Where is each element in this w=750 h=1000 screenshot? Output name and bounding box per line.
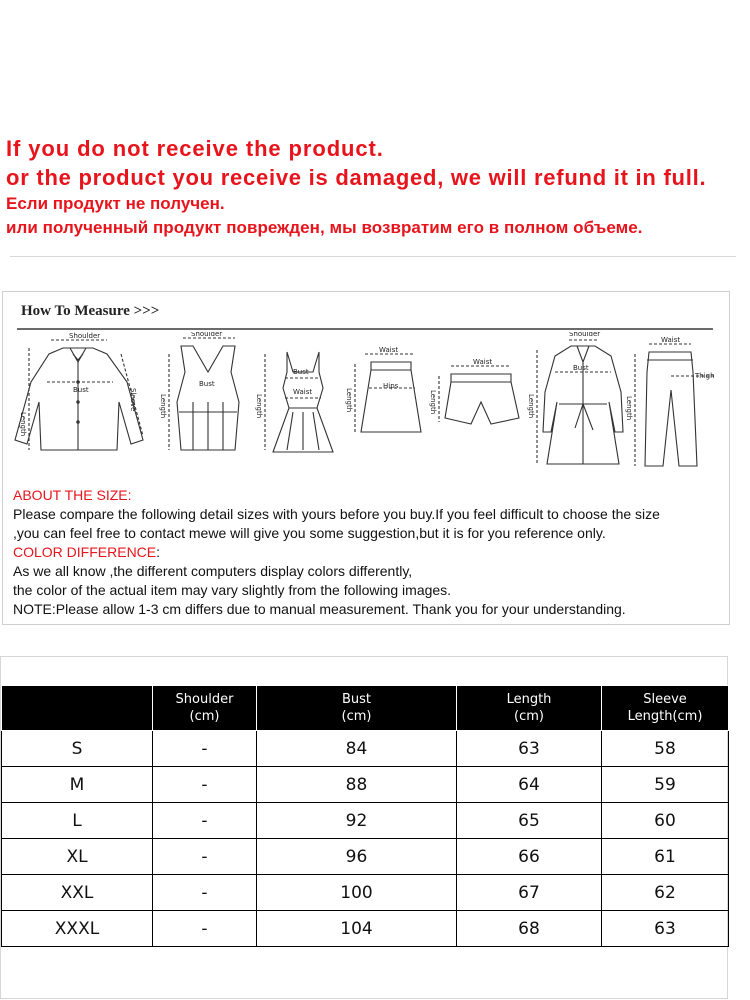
measurement-note: NOTE:Please allow 1-3 cm differs due to manual measurement. Thank you for your understanding.: [13, 601, 626, 617]
notice-line-2: or the product you receive is damaged, we will refund it in full.: [6, 165, 707, 190]
about-size-line-2: ,you can feel free to contact mewe will give you some suggestion,but it is for you reference only.: [13, 525, 606, 541]
length-cell: 68: [457, 911, 602, 947]
label-waist: Waist: [661, 336, 681, 344]
notice-line-4: или полученный продукт поврежден, мы возвратим его в полном объеме.: [6, 218, 643, 237]
shoulder-cell: -: [153, 803, 257, 839]
label-bust: Bust: [199, 380, 215, 388]
length-cell: 63: [457, 731, 602, 767]
color-difference-title: COLOR DIFFERENCE: [13, 544, 157, 560]
how-to-measure-title: How To Measure >>>: [21, 303, 160, 319]
header-size: [2, 686, 153, 731]
color-difference-colon: :: [156, 544, 161, 560]
table-row: [2, 875, 729, 911]
label-bust: Bust: [73, 386, 89, 394]
label-hips: Hips: [383, 382, 399, 390]
coat-diagram-icon: [537, 340, 623, 464]
bust-cell: 104: [257, 911, 457, 947]
label-length: Length: [625, 396, 633, 421]
bust-cell: 84: [257, 731, 457, 767]
label-shoulder: Shoulder: [569, 332, 601, 338]
header-length-unit: (cm): [514, 709, 544, 724]
bust-cell: 88: [257, 767, 457, 803]
length-cell: 66: [457, 839, 602, 875]
size-cell: M: [2, 767, 153, 803]
refund-notice: [0, 132, 750, 242]
measure-diagrams: [3, 332, 729, 480]
title-underline: [17, 328, 713, 330]
sleeve-cell: 59: [602, 767, 729, 803]
size-cell: L: [2, 803, 153, 839]
size-cell: XXXL: [2, 911, 153, 947]
shorts-diagram-icon: [439, 366, 519, 424]
label-waist: Waist: [473, 358, 493, 366]
color-difference-line-1: As we all know ,the different computers display colors differently,: [13, 563, 413, 579]
shirt-diagram-icon: [15, 340, 143, 450]
skirt-diagram-icon: [355, 354, 421, 432]
sleeve-cell: 58: [602, 731, 729, 767]
color-difference-heading: [13, 543, 160, 562]
table-row: [2, 767, 729, 803]
length-cell: 67: [457, 875, 602, 911]
header-sleeve-length: [602, 686, 729, 731]
pants-diagram-icon: [635, 344, 715, 466]
sleeve-cell: 62: [602, 875, 729, 911]
label-thigh: Thigh: [695, 372, 715, 380]
how-to-measure-panel: [2, 291, 730, 625]
shoulder-cell: -: [153, 911, 257, 947]
label-length: Length: [527, 394, 535, 419]
about-size-line-1: Please compare the following detail sizes with yours before you buy.If you feel difficult to choose the size: [13, 506, 660, 522]
table-row: [2, 803, 729, 839]
header-length: [457, 686, 602, 731]
bust-cell: 96: [257, 839, 457, 875]
label-bust: Bust: [293, 368, 309, 376]
table-row: [2, 731, 729, 767]
table-row: [2, 839, 729, 875]
size-cell: XXL: [2, 875, 153, 911]
dress-diagram-icon: [265, 352, 333, 452]
shoulder-cell: -: [153, 731, 257, 767]
divider: [10, 256, 736, 257]
label-shoulder: Shoulder: [69, 332, 101, 340]
table-row: [2, 911, 729, 947]
size-table: [1, 685, 729, 947]
label-sleeve: Sleeve: [129, 388, 137, 412]
length-cell: 64: [457, 767, 602, 803]
bust-cell: 100: [257, 875, 457, 911]
header-sleeve-name: Sleeve: [643, 692, 687, 707]
label-waist: Waist: [379, 346, 399, 354]
header-bust-unit: (cm): [341, 709, 372, 724]
header-length-name: Length: [506, 692, 552, 707]
size-cell: S: [2, 731, 153, 767]
label-shoulder: Shoulder: [191, 332, 223, 338]
size-cell: XL: [2, 839, 153, 875]
header-bust-name: Bust: [341, 692, 372, 707]
shoulder-cell: -: [153, 839, 257, 875]
label-length: Length: [255, 394, 263, 419]
sleeve-cell: 63: [602, 911, 729, 947]
length-cell: 65: [457, 803, 602, 839]
size-table-header-row: [2, 686, 729, 731]
notice-line-3: Если продукт не получен.: [6, 194, 225, 213]
sleeve-cell: 60: [602, 803, 729, 839]
header-shoulder-unit: (cm): [189, 709, 220, 724]
color-difference-line-2: the color of the actual item may vary slightly from the following images.: [13, 582, 452, 598]
shoulder-cell: -: [153, 767, 257, 803]
label-length: Length: [159, 394, 167, 419]
header-sleeve-unit: Length(cm): [627, 709, 703, 724]
header-shoulder-name: Shoulder: [175, 692, 234, 707]
shoulder-cell: -: [153, 875, 257, 911]
header-shoulder: [153, 686, 257, 731]
bust-cell: 92: [257, 803, 457, 839]
vest-diagram-icon: [169, 338, 239, 450]
label-waist: Waist: [293, 388, 313, 396]
sleeve-cell: 61: [602, 839, 729, 875]
about-size-heading: ABOUT THE SIZE:: [13, 487, 132, 503]
notice-line-1: If you do not receive the product.: [6, 136, 384, 161]
label-length: Length: [19, 412, 27, 437]
label-length: Length: [429, 390, 437, 415]
label-bust: Bust: [573, 364, 589, 372]
label-length: Length: [345, 388, 353, 413]
header-bust: [257, 686, 457, 731]
